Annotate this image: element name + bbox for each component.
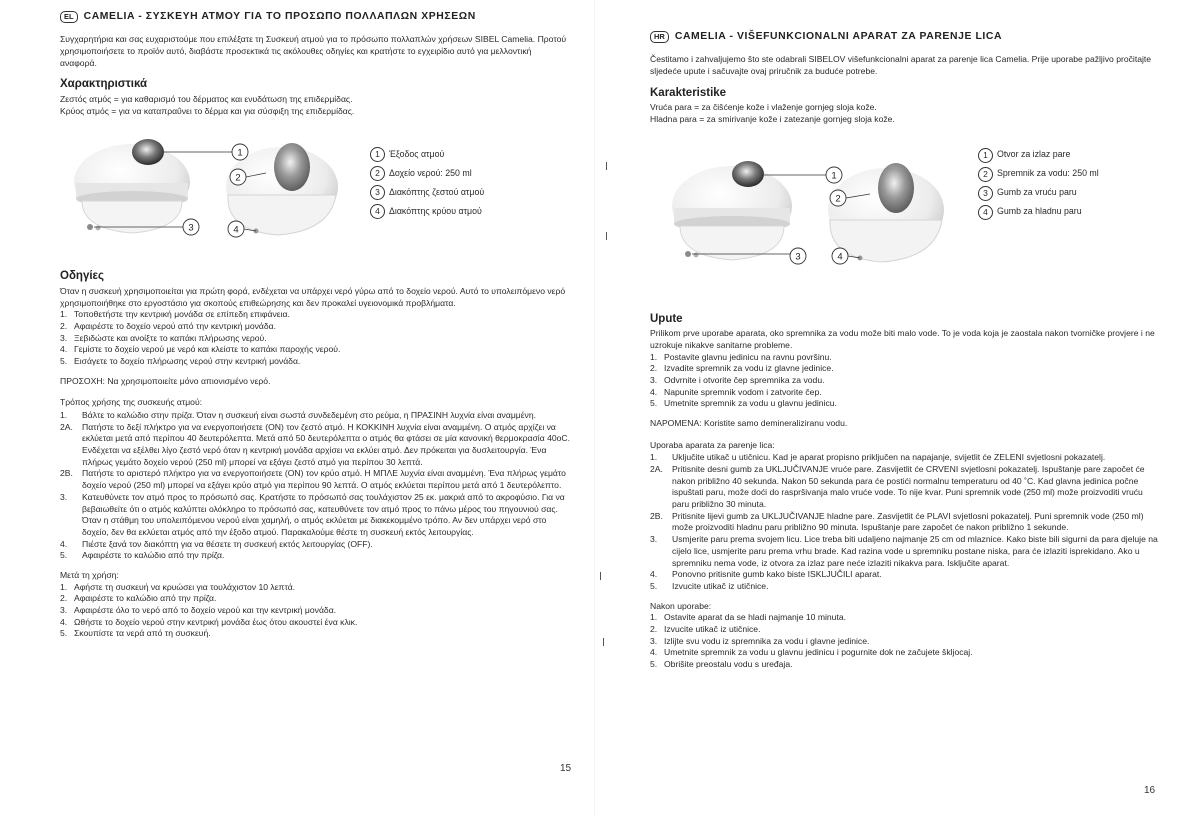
svg-text:2: 2 (835, 193, 841, 205)
setup-steps (60, 309, 570, 367)
list-item: 2. Izvadite spremnik za vodu iz glavne jedinice. (650, 363, 834, 374)
list-item: 2A. Pritisnite desni gumb za UKLJUČIVANJE vruće pare. Zasvijetlit će CRVENI svjetlosni pokazatelj. Ispuštanje pare započet će nakon približno 40 sekunda. Nakon 50 sekunda para će postići normalnu temperaturu od 40 ˚C. Kad glavna jedinica počne ispuštati paru, može doći do raspršivanja malo vruće vode. To nije kvar. Puni spremnik vode (250 ml) može proizvoditi vruću paru približno 30 minuta. (650, 464, 1145, 510)
list-item: 3. Izlijte svu vodu iz spremnika za vodu i glavne jedinice. (650, 635, 870, 646)
legend-number: 2 (978, 167, 993, 182)
legend-item (370, 204, 484, 219)
caution-note: NAPOMENA: Koristite samo demineraliziranu vodu. (650, 417, 848, 428)
list-item: 3. Odvrnite i otvorite čep spremnika za vodu. (650, 374, 825, 385)
list-item: 3. Αφαιρέστε όλο το νερό από το δοχείο νερού και την κεντρική μονάδα. (60, 605, 337, 616)
legend-number: 4 (370, 204, 385, 219)
legend-text: Έξοδος ατμού (389, 148, 445, 159)
list-item: 4. Napunite spremnik vodom i zatvorite čep. (650, 386, 822, 397)
title-text: CAMELIA - ΣΥΣΚΕΥΗ ΑΤΜΟΥ ΓΙΑ ΤΟ ΠΡΟΣΩΠΟ ΠΟΛΛΑΠΛΩΝ ΧΡΗΣΕΩΝ (83, 11, 476, 22)
legend-text: Διακόπτης ζεστού ατμού (389, 186, 485, 197)
steamer-illustration (60, 125, 360, 257)
legend-item (978, 186, 1099, 201)
device-front-view (74, 139, 190, 233)
list-item: 2. Αφαιρέστε το καλώδιο από την πρίζα. (60, 593, 217, 604)
list-item: 4. Πιέστε ξανά τον διακόπτη για να θέσετε τη συσκευή εκτός λειτουργίας (OFF). (60, 538, 373, 549)
legend-number: 4 (978, 205, 993, 220)
right-page-title (650, 30, 1158, 44)
parts-legend (370, 147, 484, 223)
list-item: 1. Αφήστε τη συσκευή να κρυώσει για τουλάχιστον 10 λεπτά. (60, 581, 296, 592)
intro-paragraph: Čestitamo i zahvaljujemo što ste odabrali SIBELOV višefunkcionalni aparat za parenje lica Camelia. Prije uporabe pažljivo pročitajte sljedeće upute i sačuvajte ovaj priručnik za buduće potrebe. (650, 54, 1152, 76)
svg-text:1: 1 (237, 147, 243, 159)
list-item: 3. Κατευθύνετε τον ατμό προς το πρόσωπό σας. Κρατήστε το πρόσωπό σας τουλάχιστον 25 εκ. μακριά από το ακροφύσιο. Για να βεβαιωθείτε ότι ο ατμός καλύπτει ολόκληρο το πρόσωπό σας, κατευθύνετε τον ατμό προς το πάνω μέρος του πηγουνιού σας. Όταν η στάθμη του υπολειπόμενου νερού είναι χαμηλή, ο ατμός εκλύεται με διακεκομμένο τρόπο. Αν δεν υπάρχει νερό στο δοχείο, δεν θα εκλύεται ατμός από την έξοδο ατμού. Παρακαλούμε θέστε τη συσκευή εκτός λειτουργίας. (60, 491, 565, 537)
list-item: 5. Εισάγετε το δοχείο πλήρωσης νερού στην κεντρική μονάδα. (60, 355, 301, 366)
instructions-heading: Οδηγίες (60, 270, 104, 283)
legend-text: Otvor za izlaz pare (997, 149, 1071, 160)
legend-text: Διακόπτης κρύου ατμού (389, 205, 482, 216)
page-number-left: 15 (560, 763, 572, 774)
legend-number: 3 (978, 186, 993, 201)
page-number-right: 16 (1144, 785, 1156, 796)
legend-number: 1 (370, 147, 385, 162)
scan-mark (606, 162, 607, 170)
list-item: 5. Σκουπίστε τα νερά από τη συσκευή. (60, 628, 211, 639)
scan-mark (600, 572, 601, 580)
after-use-title: Nakon uporabe: (650, 600, 712, 611)
after-use-steps (650, 612, 1158, 670)
feature-cold-steam: Hladna para = za smirivanje kože i zatezanje gornjeg sloja kože. (650, 113, 895, 124)
after-use-title: Μετά τη χρήση: (60, 569, 119, 580)
language-badge: HR (650, 31, 669, 43)
list-item: 2. Izvucite utikač iz utičnice. (650, 623, 761, 634)
list-item: 2B. Πατήστε το αριστερό πλήκτρο για να ενεργοποιήσετε (ON) τον κρύο ατμό. Η ΜΠΛΕ λυχνία είναι αναμμένη. Ένα πλήρως γεμάτο δοχείο νερού (250 ml) μπορεί να εξάγει κρύο ατμό για περίπου 90 λεπτά. Ο ατμός εκλύεται περίπου μετά από 1 δευτερόλεπτο. (60, 468, 566, 491)
list-item: 5. Umetnite spremnik za vodu u glavnu jedinicu. (650, 398, 837, 409)
setup-steps (650, 352, 1158, 410)
legend-number: 3 (370, 185, 385, 200)
legend-item (978, 205, 1099, 220)
list-item: 4. Umetnite spremnik za vodu u glavnu jedinicu i pogurnite dok ne začujete škljocaj. (650, 647, 973, 658)
list-item: 4. Ponovno pritisnite gumb kako biste ISKLJUČILI aparat. (650, 569, 882, 580)
svg-text:3: 3 (188, 222, 194, 234)
legend-item (978, 167, 1099, 182)
feature-cold-steam: Κρύος ατμός = για να καταπραΰνει το δέρμα και για σύσφιξη της επιδερμίδας. (60, 105, 355, 116)
legend-text: Gumb za vruću paru (997, 187, 1077, 198)
list-item: 1. Τοποθετήστε την κεντρική μονάδα σε επίπεδη επιφάνεια. (60, 309, 290, 320)
caution-note: ΠΡΟΣΟΧΗ: Να χρησιμοποιείτε μόνο απιονισμένο νερό. (60, 375, 271, 386)
svg-text:2: 2 (235, 172, 241, 184)
product-figure (60, 125, 570, 257)
legend-item (370, 185, 484, 200)
list-item: 1. Uključite utikač u utičnicu. Kad je aparat propisno priključen na napajanje, svijetlit će ZELENI svjetlosni pokazatelj. (650, 452, 1106, 463)
svg-text:4: 4 (233, 224, 239, 236)
instructions-heading: Upute (650, 312, 683, 325)
right-page (594, 0, 1188, 816)
legend-item (370, 147, 484, 162)
legend-text: Δοχείο νερού: 250 ml (389, 167, 472, 178)
svg-text:1: 1 (831, 170, 837, 182)
device-front-view (672, 161, 792, 260)
feature-hot-steam: Ζεστός ατμός = για καθαρισμό του δέρματος και ενυδάτωση της επιδερμίδας. (60, 93, 353, 104)
parts-legend (978, 148, 1099, 224)
list-item: 1. Postavite glavnu jedinicu na ravnu površinu. (650, 351, 832, 362)
usage-title: Τρόπος χρήσης της συσκευής ατμού: (60, 397, 203, 408)
legend-item (370, 166, 484, 181)
instructions-intro: Prilikom prve uporabe aparata, oko spremnika za vodu može biti malo vode. To je voda koja je zaostala nakon tvorničke provjere i ne uzrokuje nikakve sanitarne probleme. (650, 328, 1155, 350)
list-item: 5. Obrišite preostalu vodu s uređaja. (650, 659, 793, 670)
legend-text: Gumb za hladnu paru (997, 206, 1082, 217)
list-item: 2A. Πατήστε το δεξί πλήκτρο για να ενεργοποιήσετε (ON) τον ζεστό ατμό. Η ΚΟΚΚΙΝΗ λυχνία είναι αναμμένη. Ο ατμός αρχίζει να εκλύεται μετά από περίπου 40 δευτερόλεπτα. Μετά από 50 δευτερόλεπτα ο ατμός θα φτάσει σε μία κανονική θερμοκρασία 40oC. Ενδέχεται να εξέλθει λίγο ζεστό νερό όταν η κεντρική μονάδα αρχίσει να εκλύει ατμό. Δεν πρόκειται για δυσλειτουργία. Ένα πλήρως γεμάτο δοχείο νερού (250 ml) μπορεί να εξάγει ζεστό ατμό για περίπου 30 λεπτά. (60, 421, 571, 467)
left-page-title (60, 10, 570, 24)
legend-number: 2 (370, 166, 385, 181)
list-item: 1. Βάλτε το καλώδιο στην πρίζα. Όταν η συσκευή είναι σωστά συνδεδεμένη στο ρεύμα, η ΠΡΑΣΙΝΗ λυχνία είναι αναμμένη. (60, 410, 537, 421)
list-item: 4. Ωθήστε το δοχείο νερού στην κεντρική μονάδα έως ότου ακουστεί ένα κλικ. (60, 616, 358, 627)
language-badge: EL (60, 11, 78, 23)
svg-text:3: 3 (795, 251, 801, 263)
legend-item (978, 148, 1099, 163)
usage-steps (60, 410, 570, 562)
title-text: CAMELIA - VIŠEFUNKCIONALNI APARAT ZA PARENJE LICA (674, 31, 1003, 42)
scan-mark (603, 638, 604, 646)
product-figure (650, 134, 1158, 300)
list-item: 2B. Pritisnite lijevi gumb za UKLJUČIVANJE hladne pare. Zasvijetlit će PLAVI svjetlosni pokazatelj. Puni spremnik vode (250 ml) može proizvoditi hladnu paru približno 90 minuta. Ispuštanje pare započet će nakon približno 1 sekunde. (650, 510, 1144, 533)
after-use-steps (60, 582, 570, 640)
list-item: 1. Ostavite aparat da se hladi najmanje 10 minuta. (650, 612, 847, 623)
list-item: 4. Γεμίστε το δοχείο νερού με νερό και κλείστε το καπάκι παροχής νερού. (60, 344, 341, 355)
list-item: 3. Usmjerite paru prema svojem licu. Lice treba biti udaljeno najmanje 25 cm od mlaznice. Kako biste bili sigurni da para djeluje na cijelo lice, usmjerite paru prema vrhu brade. Kad razina vode u spremniku postane niska, para će izlaziti isprekidano. Ako u spremniku nema vode, iz otvora za izlaz pare neće izlaziti nikakva para. Isključite aparat. (650, 534, 1158, 568)
steamer-illustration (650, 134, 970, 284)
usage-steps (650, 452, 1158, 592)
list-item: 3. Ξεβιδώστε και ανοίξτε το καπάκι πλήρωσης νερού. (60, 332, 267, 343)
legend-number: 1 (978, 148, 993, 163)
usage-title: Uporaba aparata za parenje lica: (650, 439, 775, 450)
features-heading: Χαρακτηριστικά (60, 78, 148, 91)
list-item: 5. Izvucite utikač iz utičnice. (650, 580, 769, 591)
intro-paragraph: Συγχαρητήρια και σας ευχαριστούμε που επιλέξατε τη Συσκευή ατμού για το πρόσωπο πολλαπλών χρήσεων SIBEL Camelia. Προτού χρησιμοποιήσετε το προϊόν αυτό, διαβάστε προσεκτικά τις ακόλουθες οδηγίες και κρατήστε το εγχειρίδιο αυτό για μελλοντική αναφορά. (60, 34, 567, 68)
instructions-intro: Όταν η συσκευή χρησιμοποιείται για πρώτη φορά, ενδέχεται να υπάρχει νερό γύρω από το δοχείο νερού. Αυτό το υπολειπόμενο νερό χρησιμοποιήθηκε στο εργοστάσιο για σκοπούς επιθεώρησης και δεν προκαλεί υγειονομικά προβλήματα. (60, 285, 566, 308)
list-item: 2. Αφαιρέστε το δοχείο νερού από την κεντρική μονάδα. (60, 320, 277, 331)
scan-mark (606, 232, 607, 240)
list-item: 5. Αφαιρέστε το καλώδιο από την πρίζα. (60, 550, 225, 561)
feature-hot-steam: Vruća para = za čišćenje kože i vlaženje gornjeg sloja kože. (650, 102, 877, 113)
features-heading: Karakteristike (650, 86, 727, 99)
svg-text:4: 4 (837, 251, 843, 263)
legend-text: Spremnik za vodu: 250 ml (997, 168, 1099, 179)
device-side-view (828, 163, 944, 262)
